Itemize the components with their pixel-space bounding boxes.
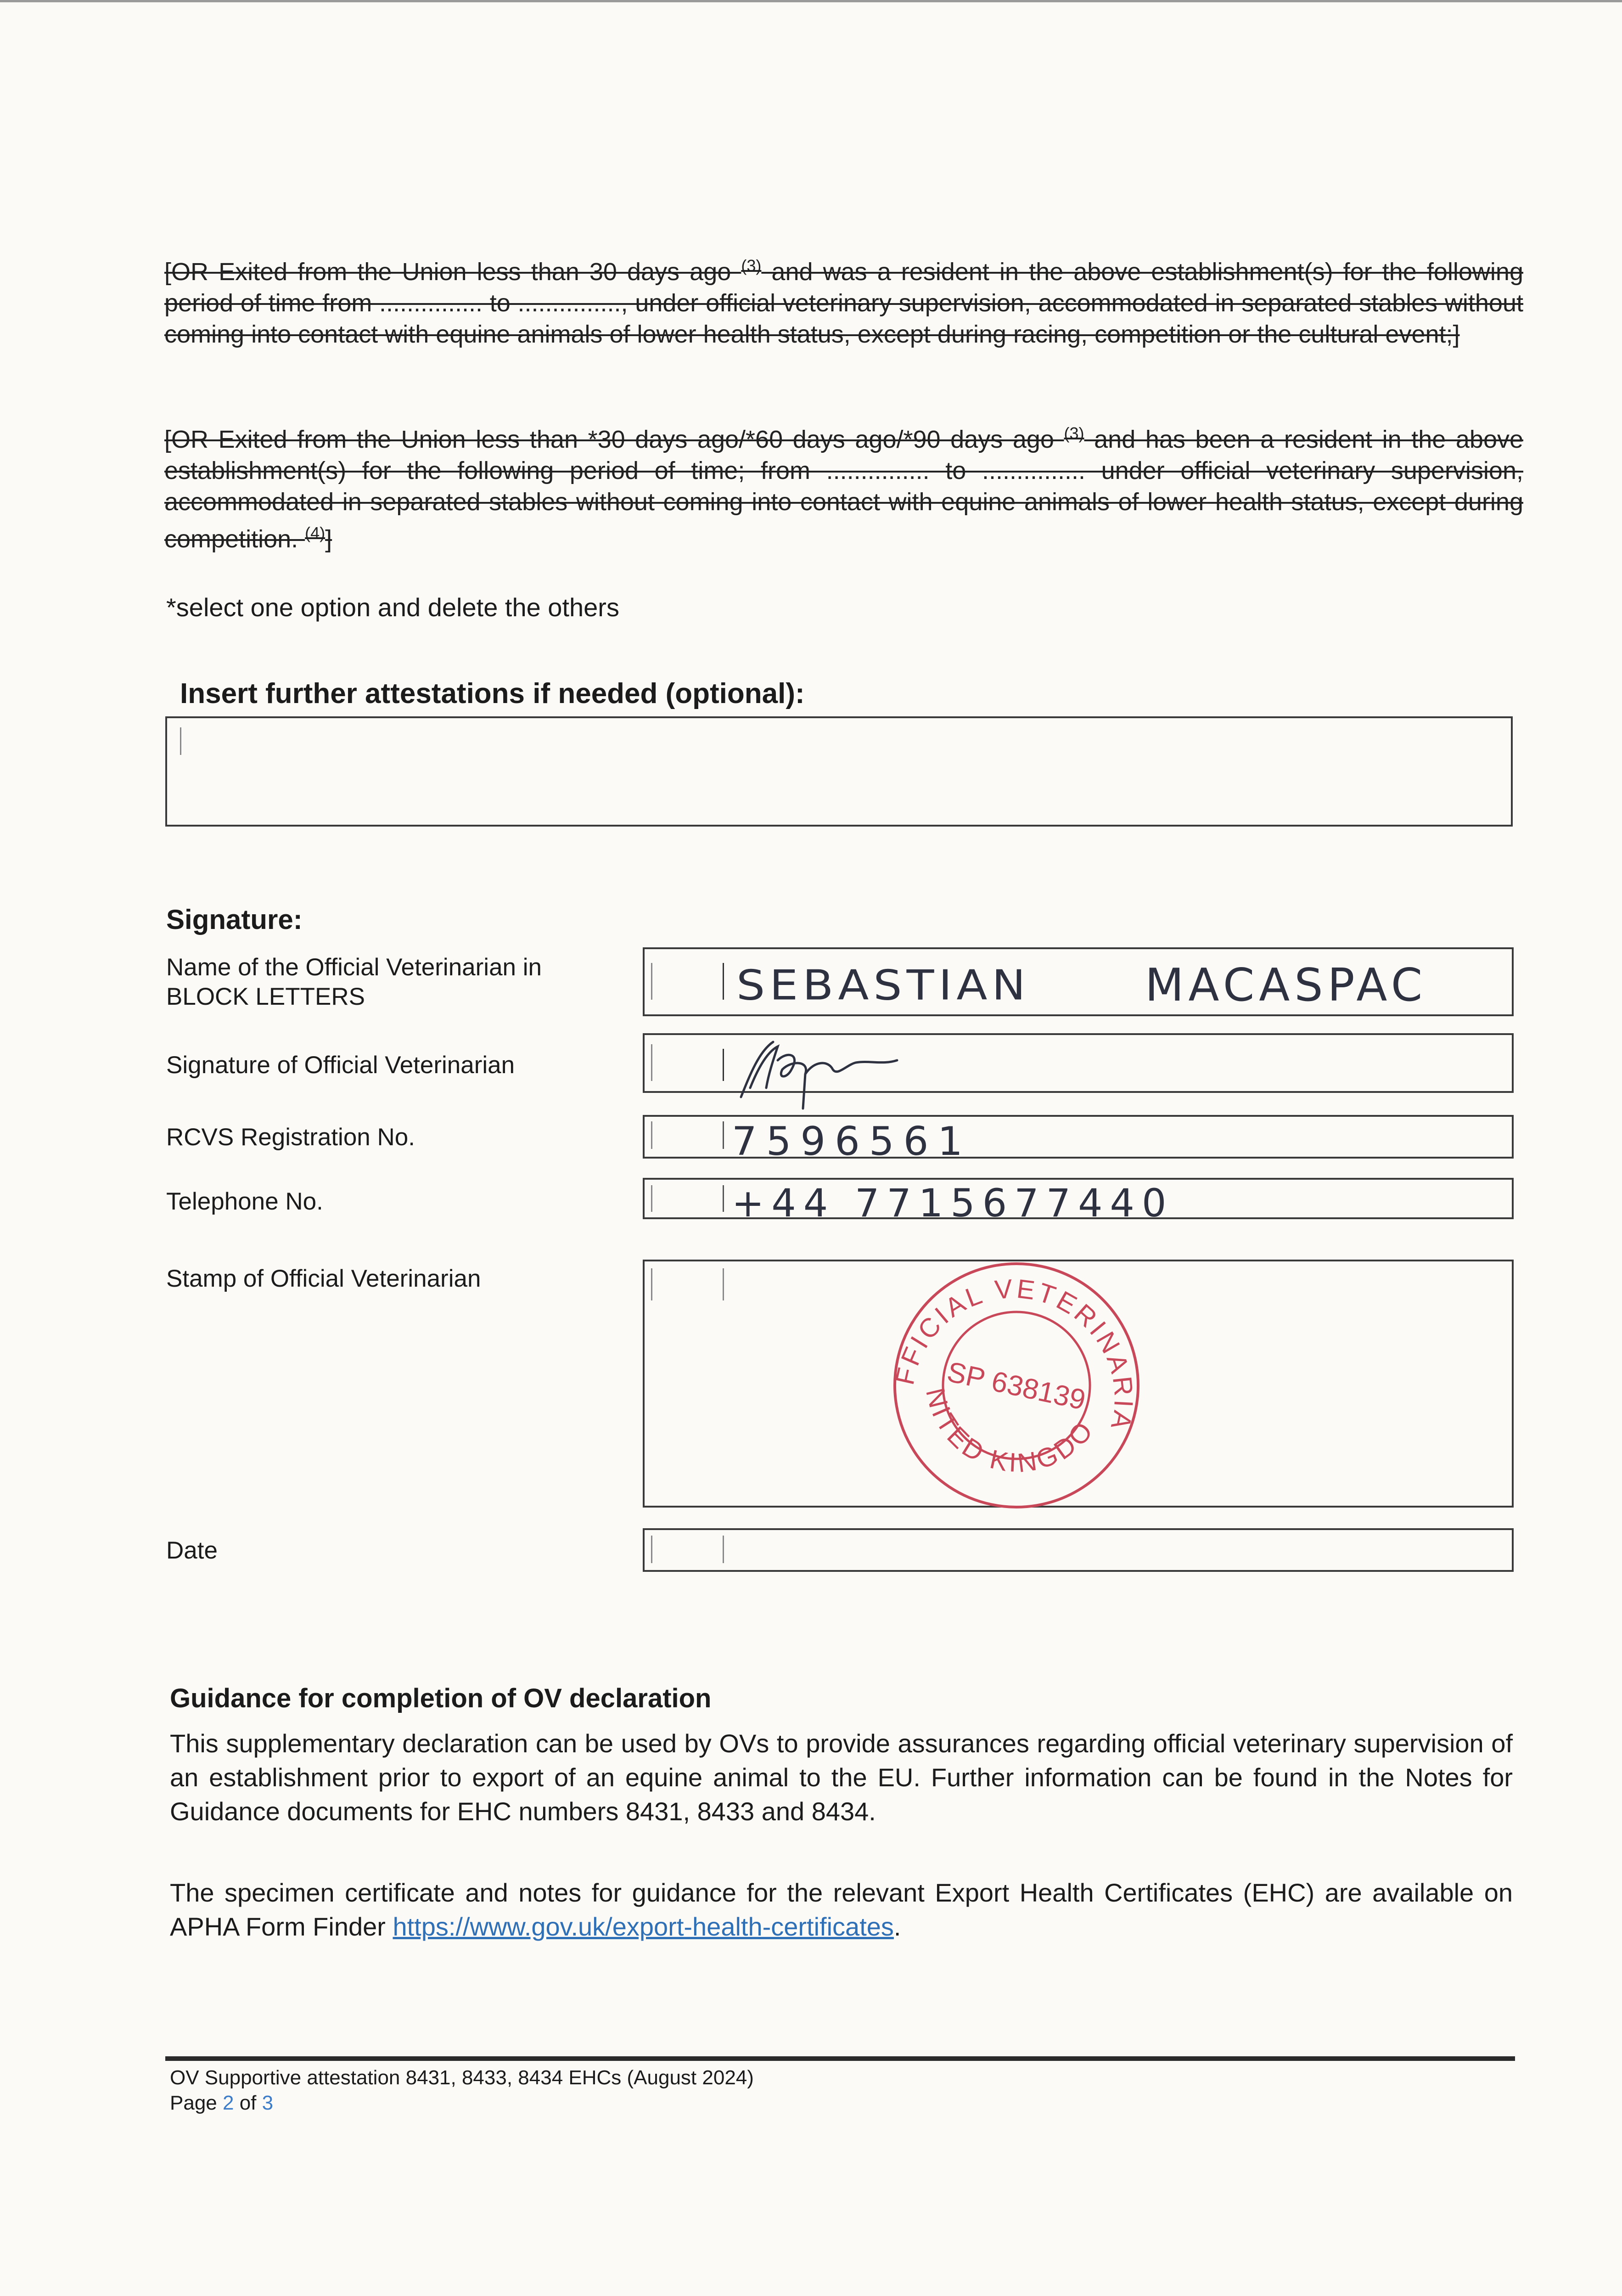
stamp-center-text: SP 638139: [944, 1356, 1089, 1416]
text-cursor: [651, 1536, 652, 1563]
page-number: Page 2 of 3: [170, 2092, 274, 2114]
text-cursor: [651, 1185, 652, 1212]
top-rule: [0, 0, 1622, 2]
stamp-ring-top-text: OFFICIAL VETERINARIAN: [889, 1273, 1139, 1435]
veterinarian-stamp: [879, 1248, 1154, 1523]
signature-label: Signature of Official Veterinarian: [166, 1052, 515, 1079]
option-paragraph-1: [OR Exited from the Union less than 30 days ago $^{(3)}$ and was a resident in the above establishment(s) for the following period of time from ............... to ..............., under official veterinary supervision, accommodated in separated stables without coming into contact with equine animals of lower health status, except during racing, competition or the cultural event;]: [164, 256, 1523, 348]
text-cursor: [723, 1185, 724, 1212]
date-label: Date: [166, 1537, 218, 1564]
guidance-paragraph-1: This supplementary declaration can be used by OVs to provide assurances regarding official veterinary supervision of an establishment prior to export of an equine animal to the EU. Further information can be found in the Notes for Guidance documents for EHC numbers 8431, 8433 and 8434.: [170, 1729, 1513, 1826]
name-label: Name of the Official Veterinarian in BLOCK LETTERS: [166, 954, 542, 1010]
export-health-certificates-link[interactable]: https://www.gov.uk/export-health-certificates: [393, 1912, 894, 1941]
text-cursor: [723, 1268, 724, 1300]
stamp-label: Stamp of Official Veterinarian: [166, 1265, 481, 1292]
further-attestations-field[interactable]: [165, 716, 1513, 827]
name-value-first: SEBASTIAN: [736, 961, 1030, 1010]
rcvs-label: RCVS Registration No.: [166, 1124, 415, 1151]
telephone-label: Telephone No.: [166, 1188, 323, 1215]
text-cursor: [723, 1121, 724, 1149]
stamp-ring-bottom-text: UNITED KINGDOM: [920, 1385, 1100, 1479]
date-field[interactable]: [643, 1528, 1514, 1572]
handwritten-signature: [723, 1033, 915, 1111]
text-cursor: [723, 963, 724, 1000]
guidance-heading: Guidance for completion of OV declaration: [170, 1683, 712, 1713]
text-cursor: [651, 1044, 652, 1081]
text-cursor: [180, 727, 181, 755]
name-value-last: MACASPAC: [1145, 959, 1427, 1012]
text-cursor: [651, 1268, 652, 1300]
telephone-field[interactable]: [643, 1178, 1514, 1226]
telephone-value: +44 7715677440: [732, 1181, 1174, 1226]
svg-text:OFFICIAL VETERINARIAN: [879, 1248, 1154, 1435]
text-cursor: [651, 963, 652, 1000]
guidance-paragraph-2: The specimen certificate and notes for guidance for the relevant Export Health Certificates (EHC) are available on APHA Form Finder https://www.gov.uk/export-health-certificates.: [170, 1878, 1513, 1941]
text-cursor: [651, 1121, 652, 1149]
rcvs-field[interactable]: [643, 1115, 1514, 1165]
footer-rule: [165, 2056, 1515, 2061]
footer-title: OV Supportive attestation 8431, 8433, 8434 EHCs (August 2024): [170, 2066, 754, 2089]
select-option-note: *select one option and delete the others: [166, 593, 619, 622]
rcvs-value: 7596561: [732, 1119, 972, 1165]
name-field[interactable]: [643, 947, 1514, 1016]
text-cursor: [723, 1536, 724, 1563]
signature-field[interactable]: [643, 1033, 1514, 1093]
further-attestations-heading: Insert further attestations if needed (optional):: [180, 678, 805, 709]
option-paragraph-2: [OR Exited from the Union less than *30 days ago/*60 days ago/*90 days ago $^{(3)}$ and has been a resident in the above establishment(s) for the following period of time; from ............... to ............... under official veterinary supervision, accommodated in separated stables without coming into contact with equine animals of lower health status, except during competition. $^{(4)}$]: [164, 424, 1524, 553]
stamp-field[interactable]: [643, 1260, 1514, 1508]
signature-heading: Signature:: [166, 904, 303, 935]
